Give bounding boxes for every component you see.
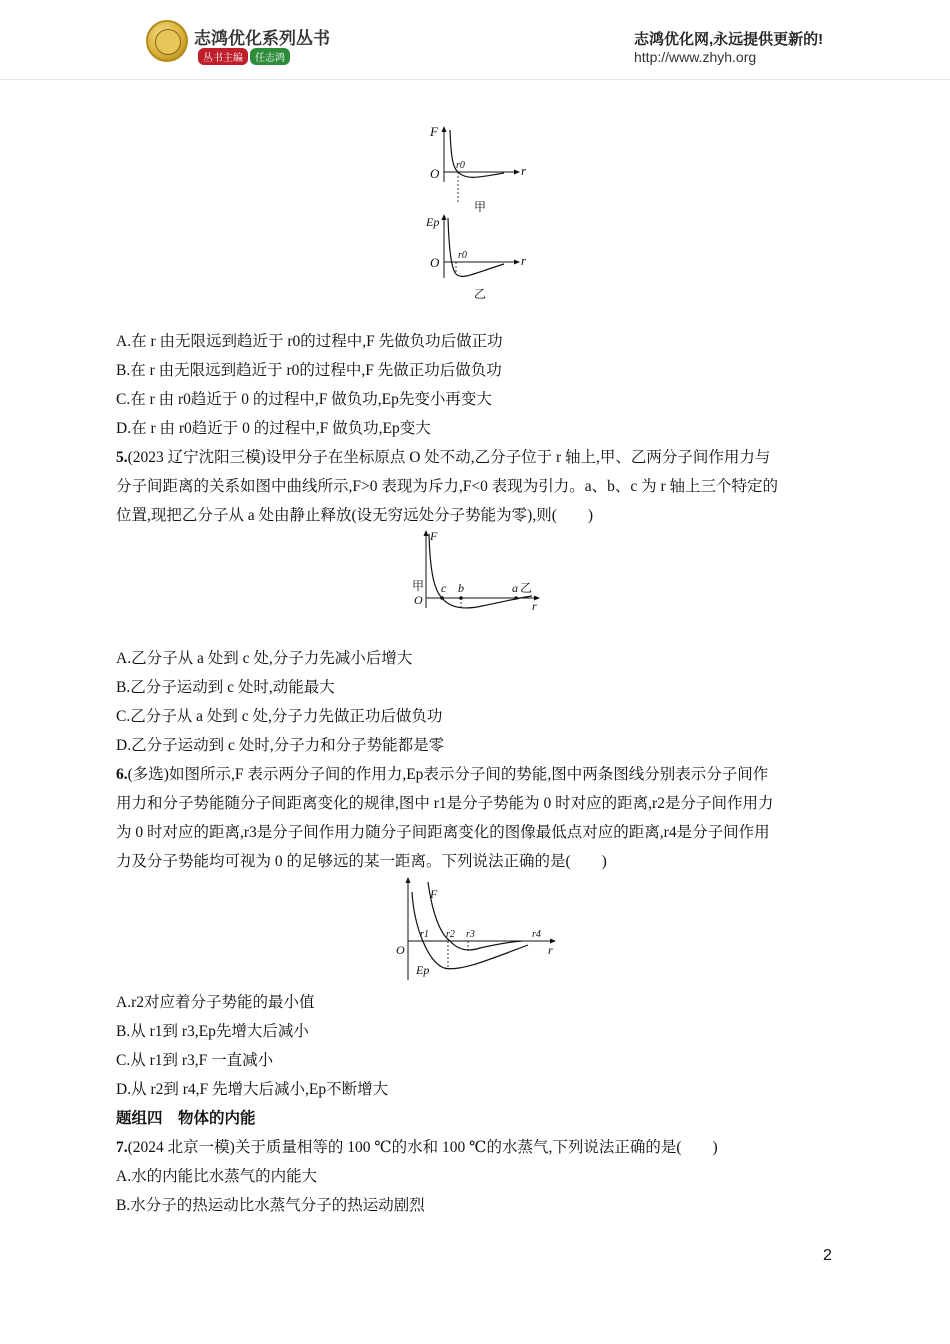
header-divider [0,79,950,80]
q5-line-1 [116,448,770,468]
series-editor [198,48,290,65]
figure-jia [429,124,527,214]
q6-line-3: 为 0 时对应的距离,r3是分子间作用力随分子间距离变化的图像最低点对应的距离,r4是分子间作用 [116,824,770,841]
header-url[interactable]: http://www.zhyh.org [634,49,757,65]
jia-caption: 甲 [474,200,487,214]
q4-option-b: B.在 r 由无限远到趋近于 r0的过程中,F 先做正功后做负功 [116,362,502,379]
q6-option-a: A.r2对应着分子势能的最小值 [116,994,315,1011]
q5-text-1: (2023 辽宁沈阳三模)设甲分子在坐标原点 O 处不动,乙分子位于 r 轴上,甲、乙两分子间作用力与 [127,449,771,466]
q5-fig-a: a [512,581,518,595]
jia-x-label: r [521,163,527,178]
q6-number: 6. [116,766,128,783]
yi-y-label: Ep [426,215,440,229]
q6-fig-r3: r3 [466,929,475,940]
q6-line-2: 用力和分子势能随分子间距离变化的规律,图中 r1是分子势能为 0 时对应的距离,r2是分子间作用力 [116,795,774,812]
q5-fig-b: b [458,581,464,595]
q6-fig-Ep: Ep [416,963,430,977]
page-header [0,0,950,80]
q5-line-2: 分子间距离的关系如图中曲线所示,F>0 表现为斥力,F<0 表现为引力。a、b、c 为 r 轴上三个特定的 [116,478,779,495]
figure-q6-force-and-potential [388,872,568,984]
q5-line-3: 位置,现把乙分子从 a 处由静止释放(设无穷远处分子势能为零),则( ) [116,507,594,524]
yi-r0: r0 [458,250,467,261]
q6-fig-r2: r2 [446,929,455,940]
q7-number: 7. [116,1139,128,1156]
q6-line-1 [116,765,768,785]
editor-label: 丛书主编 [198,48,248,65]
q5-fig-jia: 甲 [412,579,425,593]
q5-number: 5. [116,449,128,466]
editor-name: 任志鸿 [250,48,290,65]
q4-option-c: C.在 r 由 r0趋近于 0 的过程中,F 做负功,Ep先变小再变大 [116,391,492,408]
q6-option-c: C.从 r1到 r3,F 一直减小 [116,1052,274,1069]
q6-fig-x-label: r [548,943,553,957]
figure-force-and-potential [420,118,540,308]
q6-line-4: 力及分子势能均可视为 0 的足够远的某一距离。下列说法正确的是( ) [116,853,607,870]
group4-title: 题组四 物体的内能 [116,1110,256,1127]
q6-text-1: (多选)如图所示,F 表示两分子间的作用力,Ep表示分子间的势能,图中两条图线分别表示分子间作 [127,766,769,783]
yi-x-label: r [521,253,527,268]
q5-fig-x-label: r [532,599,537,613]
page-number: 2 [823,1247,832,1264]
q4-option-d: D.在 r 由 r0趋近于 0 的过程中,F 做负功,Ep变大 [116,420,431,437]
figure-yi [425,214,527,301]
q6-option-b: B.从 r1到 r3,Ep先增大后减小 [116,1023,309,1040]
q6-fig-F: F [430,887,438,901]
q5-option-a: A.乙分子从 a 处到 c 处,分子力先减小后增大 [116,650,413,667]
jia-origin: O [430,166,440,181]
jia-r0: r0 [456,160,465,171]
q6-fig-r4: r4 [532,929,541,940]
q6-fig-origin: O [396,943,405,957]
q6-option-d: D.从 r2到 r4,F 先增大后减小,Ep不断增大 [116,1081,389,1098]
q5-fig-y-label: F [430,529,438,543]
q7-option-a: A.水的内能比水蒸气的内能大 [116,1168,318,1185]
figure-q5-force-curve [408,526,548,616]
q5-option-b: B.乙分子运动到 c 处时,动能最大 [116,679,335,696]
publisher-logo-icon [146,20,188,62]
q7-option-b: B.水分子的热运动比水蒸气分子的热运动剧烈 [116,1197,425,1214]
q5-fig-origin: O [414,593,423,607]
q5-fig-yi: 乙 [520,581,533,595]
series-title: 志鸿优化系列丛书 [194,29,330,48]
q5-fig-c: c [441,581,447,595]
q5-option-d: D.乙分子运动到 c 处时,分子力和分子势能都是零 [116,737,445,754]
q7-line-1 [116,1138,718,1158]
yi-origin: O [430,255,440,270]
header-slogan: 志鸿优化网,永远提供更新的! [634,31,824,48]
q5-option-c: C.乙分子从 a 处到 c 处,分子力先做正功后做负功 [116,708,443,725]
yi-caption: 乙 [474,287,487,301]
q6-fig-r1: r1 [420,929,429,940]
q7-text-1: (2024 北京一模)关于质量相等的 100 ℃的水和 100 ℃的水蒸气,下列说法正确的是( ) [127,1139,718,1156]
q4-option-a: A.在 r 由无限远到趋近于 r0的过程中,F 先做负功后做正功 [116,333,503,350]
jia-y-label: F [430,124,438,139]
